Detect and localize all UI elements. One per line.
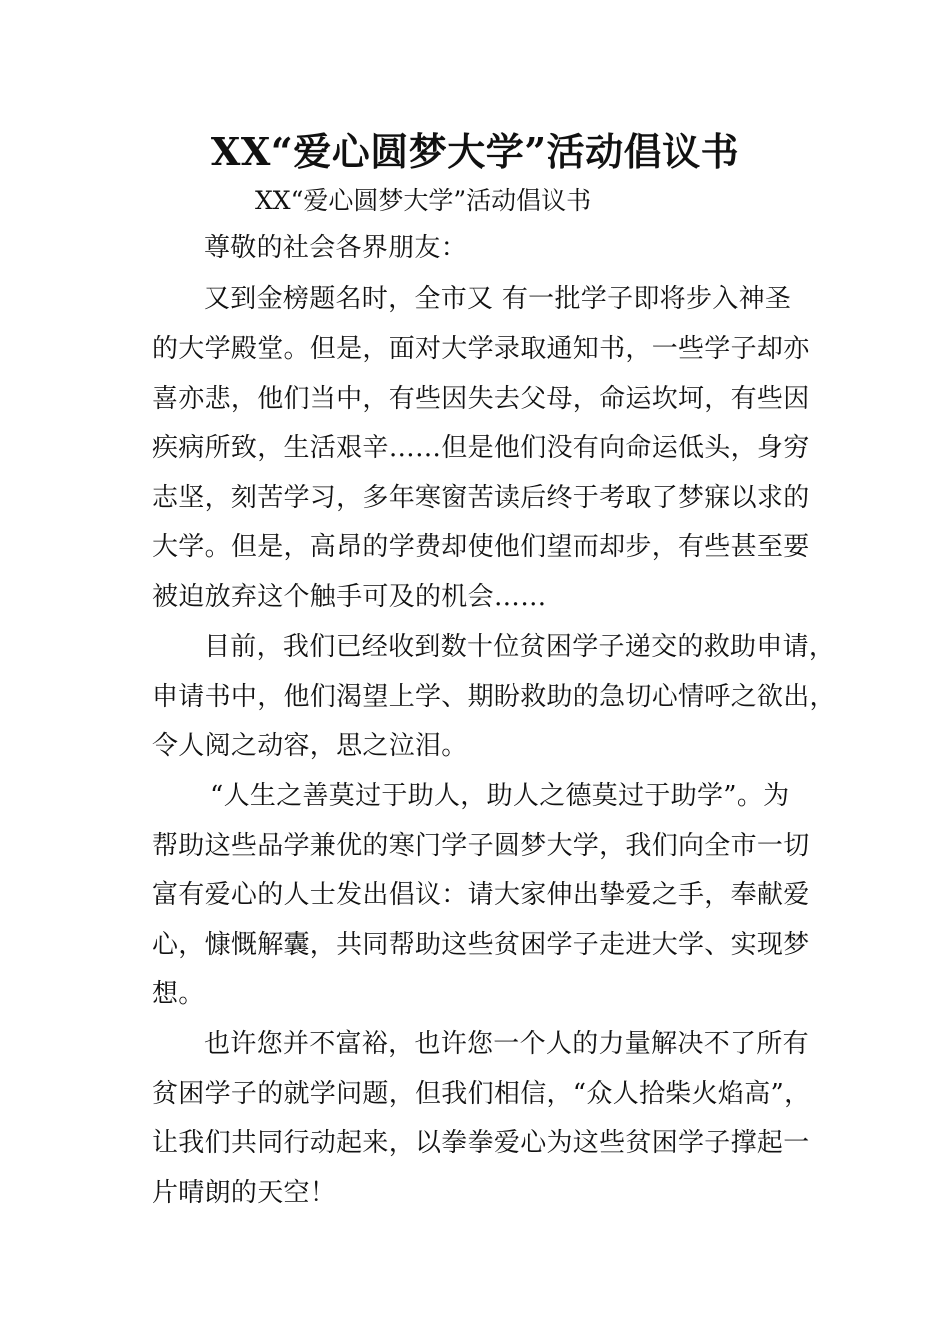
paragraph-line: 也许您并不富裕，也许您一个人的力量解决不了所有 bbox=[204, 1029, 809, 1059]
greeting: 尊敬的社会各界朋友： bbox=[204, 233, 468, 263]
document-subtitle: XX“爱心圆梦大学”活动倡议书 bbox=[255, 186, 592, 215]
paragraph-line: 申请书中，他们渴望上学、期盼救助的急切心情呼之欲出， bbox=[152, 682, 836, 712]
paragraph-line: 志坚，刻苦学习，多年寒窗苦读后终于考取了梦寐以求的 bbox=[152, 483, 810, 513]
paragraph-line: 又到金榜题名时，全市又 有一批学子即将步入神圣 bbox=[204, 284, 792, 314]
paragraph-line: 片晴朗的天空！ bbox=[152, 1178, 337, 1208]
document-title: XX“爱心圆梦大学”活动倡议书 bbox=[210, 129, 740, 174]
paragraph-line: 大学。但是，高昂的学费却使他们望而却步，有些甚至要 bbox=[152, 532, 810, 562]
paragraph-line: 令人阅之动容，思之泣泪。 bbox=[152, 731, 468, 761]
paragraph-line: 喜亦悲，他们当中，有些因失去父母，命运坎坷，有些因 bbox=[152, 384, 810, 414]
paragraph-line: 疾病所致，生活艰辛……但是他们没有向命运低头，身穷 bbox=[152, 433, 810, 463]
paragraph-line: 目前，我们已经收到数十位贫困学子递交的救助申请， bbox=[204, 632, 836, 662]
paragraph-line: “人生之善莫过于助人，助人之德莫过于助学”。为 bbox=[210, 781, 790, 811]
paragraph-line: 想。 bbox=[152, 979, 205, 1009]
paragraph-line: 帮助这些品学兼优的寒门学子圆梦大学，我们向全市一切 bbox=[152, 831, 810, 861]
paragraph-line: 让我们共同行动起来，以拳拳爱心为这些贫困学子撑起一 bbox=[152, 1128, 810, 1158]
paragraph-line: 贫困学子的就学问题，但我们相信，“众人拾柴火焰高”， bbox=[152, 1079, 811, 1109]
paragraph-line: 富有爱心的人士发出倡议：请大家伸出挚爱之手，奉献爱 bbox=[152, 880, 810, 910]
paragraph-line: 心，慷慨解囊，共同帮助这些贫困学子走进大学、实现梦 bbox=[152, 930, 810, 960]
paragraph-line: 被迫放弃这个触手可及的机会…… bbox=[152, 582, 547, 612]
paragraph-line: 的大学殿堂。但是，面对大学录取通知书，一些学子却亦 bbox=[152, 334, 810, 364]
